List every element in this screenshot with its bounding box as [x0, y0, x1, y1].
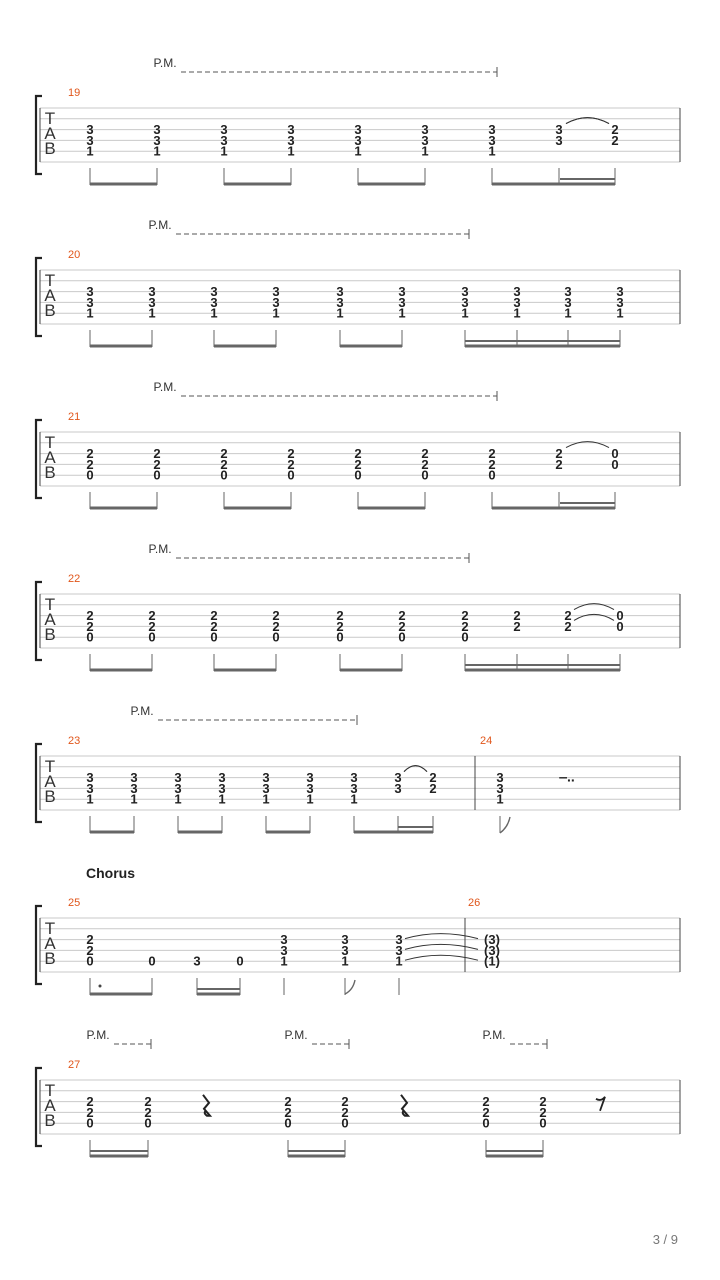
fret-number: 3 — [350, 780, 358, 796]
fret-number: 3 — [496, 780, 504, 796]
fret-number: 0 — [284, 1115, 292, 1131]
fret-number: 3 — [272, 294, 280, 310]
fret-number: 2 — [284, 1104, 292, 1120]
fret-number: 3 — [210, 284, 218, 300]
tab-clef-letter: B — [44, 949, 56, 968]
fret-number: 1 — [280, 953, 288, 969]
palm-mute-label: P.M. — [284, 1028, 308, 1042]
fret-number: 2 — [421, 456, 429, 472]
fret-number: 3 — [148, 294, 156, 310]
fret-number: 3 — [336, 284, 344, 300]
eighth-rest — [596, 1097, 605, 1111]
fret-number: (3) — [484, 932, 500, 948]
fret-number: 0 — [220, 467, 228, 483]
fret-number: 3 — [86, 294, 94, 310]
fret-number: 2 — [513, 608, 521, 624]
fret-number: 0 — [461, 629, 469, 645]
fret-number: 3 — [488, 122, 496, 138]
fret-number: 1 — [350, 791, 358, 807]
fret-number: 1 — [395, 953, 403, 969]
fret-number: 3 — [616, 294, 624, 310]
half-rest: ‒.. — [559, 768, 575, 785]
tab-clef-letter: B — [44, 787, 56, 806]
palm-mute-label: P.M. — [148, 542, 172, 556]
fret-number: 3 — [148, 284, 156, 300]
tab-clef-letter: B — [44, 139, 56, 158]
measure-number: 26 — [468, 897, 481, 909]
fret-number: 1 — [488, 143, 496, 159]
tab-system — [36, 865, 680, 995]
fret-number: 2 — [86, 1094, 94, 1110]
tab-system — [36, 704, 680, 833]
fret-number: 0 — [616, 618, 624, 634]
fret-number: 3 — [354, 132, 362, 148]
fret-number: 2 — [398, 608, 406, 624]
fret-number: 2 — [429, 780, 437, 796]
palm-mute-label: P.M. — [130, 704, 154, 718]
fret-number: 2 — [539, 1094, 547, 1110]
tab-clef-letter: T — [44, 433, 56, 452]
fret-number: 3 — [513, 284, 521, 300]
fret-number: 2 — [555, 446, 563, 462]
fret-number: 2 — [148, 608, 156, 624]
fret-number: 2 — [354, 446, 362, 462]
fret-number: 3 — [564, 294, 572, 310]
fret-number: 3 — [210, 294, 218, 310]
fret-number: 3 — [496, 770, 504, 786]
tab-clef-letter: B — [44, 463, 56, 482]
fret-number: 2 — [287, 446, 295, 462]
fret-number: 3 — [262, 770, 270, 786]
tab-system — [36, 380, 680, 509]
measure-number: 20 — [68, 249, 81, 261]
fret-number: 0 — [272, 629, 280, 645]
fret-number: 3 — [341, 932, 349, 948]
palm-mute-label: P.M. — [86, 1028, 110, 1042]
fret-number: 1 — [218, 791, 226, 807]
fret-number: 3 — [564, 284, 572, 300]
fret-number: 2 — [555, 456, 563, 472]
fret-number: 2 — [86, 608, 94, 624]
fret-number: 2 — [220, 456, 228, 472]
tab-clef-letter: B — [44, 1111, 56, 1130]
fret-number: 3 — [86, 122, 94, 138]
fret-number: 3 — [86, 132, 94, 148]
fret-number: 1 — [287, 143, 295, 159]
fret-number: 2 — [86, 932, 94, 948]
fret-number: 1 — [272, 305, 280, 321]
fret-number: 1 — [496, 791, 504, 807]
tab-system — [36, 1028, 680, 1157]
fret-number: 2 — [461, 608, 469, 624]
palm-mute-label: P.M. — [482, 1028, 506, 1042]
fret-number: 2 — [611, 122, 619, 138]
measure-number: 24 — [480, 735, 493, 747]
fret-number: (1) — [484, 953, 500, 969]
fret-number: 2 — [284, 1094, 292, 1110]
fret-number: 2 — [564, 608, 572, 624]
fret-number: (3) — [484, 942, 500, 958]
fret-number: 2 — [272, 618, 280, 634]
fret-number: 2 — [86, 1104, 94, 1120]
measure-number: 22 — [68, 573, 81, 585]
tab-clef-letter: A — [44, 1096, 56, 1115]
fret-number: 1 — [341, 953, 349, 969]
tie-arc — [405, 955, 478, 960]
fret-number: 2 — [539, 1104, 547, 1120]
fret-number: 3 — [394, 770, 402, 786]
fret-number: 3 — [354, 122, 362, 138]
palm-mute-label: P.M. — [148, 218, 172, 232]
fret-number: 0 — [153, 467, 161, 483]
fret-number: 3 — [174, 780, 182, 796]
page-number: 3 / 9 — [652, 1232, 678, 1247]
tab-system — [36, 542, 680, 671]
fret-number: 2 — [287, 456, 295, 472]
tab-clef-letter: T — [44, 595, 56, 614]
fret-number: 2 — [398, 618, 406, 634]
fret-number: 1 — [306, 791, 314, 807]
fret-number: 3 — [488, 132, 496, 148]
fret-number: 3 — [86, 770, 94, 786]
fret-number: 0 — [236, 953, 244, 969]
fret-number: 3 — [336, 294, 344, 310]
fret-number: 1 — [148, 305, 156, 321]
fret-number: 2 — [482, 1104, 490, 1120]
fret-number: 1 — [153, 143, 161, 159]
section-title: Chorus — [86, 865, 135, 881]
fret-number: 3 — [306, 780, 314, 796]
palm-mute-label: P.M. — [153, 56, 177, 70]
fret-number: 3 — [555, 122, 563, 138]
fret-number: 2 — [86, 942, 94, 958]
fret-number: 3 — [218, 770, 226, 786]
fret-number: 1 — [86, 791, 94, 807]
fret-number: 3 — [86, 780, 94, 796]
fret-number: 3 — [220, 132, 228, 148]
fret-number: 2 — [210, 608, 218, 624]
fret-number: 1 — [220, 143, 228, 159]
fret-number: 2 — [210, 618, 218, 634]
fret-number: 1 — [86, 143, 94, 159]
tab-clef-letter: A — [44, 934, 56, 953]
tie-arc — [405, 944, 478, 949]
note-flag — [345, 980, 355, 994]
fret-number: 2 — [354, 456, 362, 472]
fret-number: 1 — [564, 305, 572, 321]
fret-number: 1 — [513, 305, 521, 321]
fret-number: 0 — [482, 1115, 490, 1131]
palm-mute-label: P.M. — [153, 380, 177, 394]
fret-number: 2 — [220, 446, 228, 462]
tab-clef-letter: A — [44, 448, 56, 467]
fret-number: 3 — [130, 770, 138, 786]
fret-number: 1 — [398, 305, 406, 321]
fret-number: 3 — [395, 932, 403, 948]
fret-number: 2 — [482, 1094, 490, 1110]
fret-number: 3 — [130, 780, 138, 796]
tab-system — [36, 218, 680, 347]
fret-number: 0 — [86, 629, 94, 645]
fret-number: 2 — [86, 618, 94, 634]
fret-number: 3 — [421, 132, 429, 148]
fret-number: 0 — [210, 629, 218, 645]
tab-clef-letter: T — [44, 757, 56, 776]
fret-number: 3 — [461, 284, 469, 300]
tab-clef-letter: B — [44, 625, 56, 644]
fret-number: 1 — [461, 305, 469, 321]
fret-number: 3 — [341, 942, 349, 958]
tab-clef-letter: A — [44, 286, 56, 305]
fret-number: 2 — [341, 1094, 349, 1110]
fret-number: 2 — [488, 456, 496, 472]
fret-number: 3 — [398, 284, 406, 300]
fret-number: 3 — [306, 770, 314, 786]
fret-number: 2 — [341, 1104, 349, 1120]
fret-number: 0 — [611, 446, 619, 462]
fret-number: 2 — [148, 618, 156, 634]
fret-number: 0 — [86, 467, 94, 483]
fret-number: 2 — [429, 770, 437, 786]
fret-number: 0 — [341, 1115, 349, 1131]
fret-number: 3 — [394, 780, 402, 796]
fret-number: 0 — [398, 629, 406, 645]
measure-number: 27 — [68, 1059, 81, 1071]
fret-number: 0 — [336, 629, 344, 645]
fret-number: 0 — [354, 467, 362, 483]
fret-number: 3 — [86, 284, 94, 300]
fret-number: 1 — [86, 305, 94, 321]
tab-clef-letter: T — [44, 271, 56, 290]
fret-number: 0 — [144, 1115, 152, 1131]
fret-number: 2 — [336, 608, 344, 624]
fret-number: 0 — [611, 456, 619, 472]
fret-number: 3 — [153, 132, 161, 148]
fret-number: 3 — [461, 294, 469, 310]
fret-number: 0 — [287, 467, 295, 483]
fret-number: 0 — [148, 629, 156, 645]
measure-number: 23 — [68, 735, 81, 747]
fret-number: 3 — [287, 132, 295, 148]
fret-number: 2 — [488, 446, 496, 462]
fret-number: 2 — [144, 1104, 152, 1120]
fret-number: 2 — [611, 132, 619, 148]
fret-number: 2 — [86, 446, 94, 462]
fret-number: 3 — [262, 780, 270, 796]
fret-number: 2 — [336, 618, 344, 634]
fret-number: 2 — [86, 456, 94, 472]
fret-number: 3 — [398, 294, 406, 310]
fret-number: 3 — [616, 284, 624, 300]
dot — [99, 985, 102, 988]
fret-number: 2 — [564, 618, 572, 634]
fret-number: 0 — [86, 1115, 94, 1131]
note-flag — [500, 817, 510, 833]
fret-number: 3 — [280, 942, 288, 958]
fret-number: 1 — [130, 791, 138, 807]
fret-number: 3 — [220, 122, 228, 138]
fret-number: 1 — [354, 143, 362, 159]
tab-system — [36, 56, 680, 185]
tab-clef-letter: B — [44, 301, 56, 320]
fret-number: 3 — [174, 770, 182, 786]
fret-number: 2 — [144, 1094, 152, 1110]
tab-clef-letter: A — [44, 772, 56, 791]
fret-number: 3 — [395, 942, 403, 958]
tie-arc — [405, 934, 478, 939]
fret-number: 1 — [210, 305, 218, 321]
tab-clef-letter: A — [44, 124, 56, 143]
fret-number: 3 — [218, 780, 226, 796]
fret-number: 3 — [153, 122, 161, 138]
fret-number: 0 — [616, 608, 624, 624]
fret-number: 2 — [153, 446, 161, 462]
fret-number: 3 — [513, 294, 521, 310]
measure-number: 21 — [68, 411, 81, 423]
tab-clef-letter: T — [44, 919, 56, 938]
fret-number: 0 — [539, 1115, 547, 1131]
tab-clef-letter: T — [44, 1081, 56, 1100]
fret-number: 0 — [421, 467, 429, 483]
fret-number: 0 — [86, 953, 94, 969]
fret-number: 3 — [272, 284, 280, 300]
fret-number: 1 — [262, 791, 270, 807]
tab-clef-letter: A — [44, 610, 56, 629]
measure-number: 25 — [68, 897, 81, 909]
fret-number: 2 — [272, 608, 280, 624]
fret-number: 2 — [421, 446, 429, 462]
fret-number: 0 — [148, 953, 156, 969]
fret-number: 3 — [555, 132, 563, 148]
fret-number: 2 — [513, 618, 521, 634]
fret-number: 3 — [287, 122, 295, 138]
fret-number: 2 — [153, 456, 161, 472]
fret-number: 3 — [193, 953, 201, 969]
fret-number: 2 — [461, 618, 469, 634]
fret-number: 1 — [421, 143, 429, 159]
fret-number: 1 — [616, 305, 624, 321]
fret-number: 3 — [350, 770, 358, 786]
measure-number: 19 — [68, 87, 81, 99]
fret-number: 1 — [174, 791, 182, 807]
fret-number: 3 — [421, 122, 429, 138]
fret-number: 1 — [336, 305, 344, 321]
tab-clef-letter: T — [44, 109, 56, 128]
fret-number: 3 — [280, 932, 288, 948]
fret-number: 0 — [488, 467, 496, 483]
